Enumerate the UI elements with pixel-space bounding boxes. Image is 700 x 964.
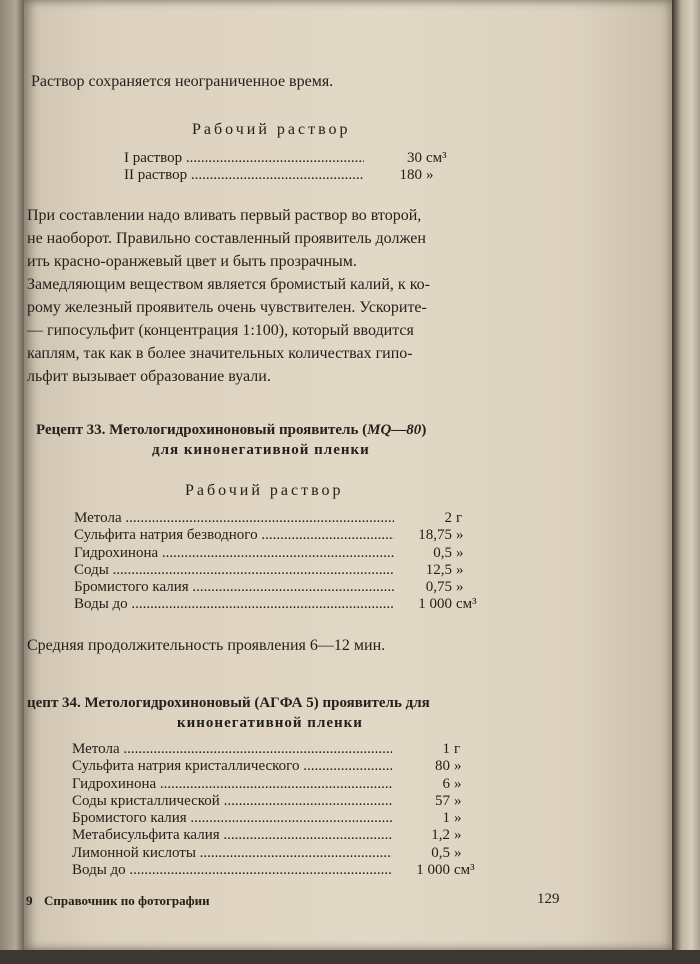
body-text-line: льфит вызывает образование вуали. [27, 368, 271, 385]
table-row: Сульфита натрия кристаллического ..... 80 » [72, 758, 482, 775]
body-text-line: рому железный проявитель очень чувствителен. Ускорите- [27, 299, 427, 316]
body-text-line: При составлении надо вливать первый раствор во второй, [27, 207, 422, 224]
table-row: I раствор ..... 30 см³ [124, 150, 454, 167]
table-row: Воды до ..... 1 000 см³ [74, 596, 484, 613]
working-solution-table [124, 150, 454, 185]
recipe-34-subtitle: кинонегативной пленки [177, 715, 363, 731]
table-row: Бромистого калия ..... 1 » [72, 810, 482, 827]
table-row: Соды ..... 12,5 » [74, 562, 484, 579]
table-row: Метола ..... 2 г [74, 510, 484, 527]
table-row: Метабисульфита калия ..... 1,2 » [72, 827, 482, 844]
table-row: Лимонной кислоты ..... 0,5 » [72, 845, 482, 862]
table-row: Воды до ..... 1 000 см³ [72, 862, 482, 879]
working-solution-heading: Рабочий раствор [192, 121, 351, 138]
top-line: Раствор сохраняется неограниченное время. [31, 73, 334, 90]
recipe-33-title: Рецепт 33. Метологидрохиноновый проявитель (MQ—80) [36, 422, 427, 438]
footer-book-title: Справочник по фотографии [44, 893, 210, 908]
recipe-33-table [74, 510, 484, 614]
book-page [24, 0, 672, 950]
body-text-line: — гипосульфит (концентрация 1:100), который вводится [27, 322, 414, 339]
body-text-line: не наоборот. Правильно составленный проявитель должен [27, 230, 426, 247]
adjacent-page-edge [0, 0, 26, 964]
table-row: II раствор ..... 180 » [124, 167, 454, 184]
table-row: Сульфита натрия безводного ..... 18,75 » [74, 527, 484, 544]
page-bottom-shadow [0, 950, 700, 964]
footer-signature-mark: 9 [26, 893, 33, 908]
body-text-line: каплям, так как в более значительных количествах гипо- [27, 345, 413, 362]
recipe-34-table [72, 741, 482, 879]
table-row: Гидрохинона ..... 6 » [72, 776, 482, 793]
table-row: Метола ..... 1 г [72, 741, 482, 758]
table-row: Бромистого калия ..... 0,75 » [74, 579, 484, 596]
table-row: Гидрохинона ..... 0,5 » [74, 545, 484, 562]
book-spine-edge [672, 0, 700, 964]
recipe-34-title: цепт 34. Метологидрохиноновый (АГФА 5) проявитель для [27, 695, 430, 711]
recipe-33-heading: Рабочий раствор [185, 482, 344, 499]
body-text-line: ить красно-оранжевый цвет и быть прозрачным. [27, 253, 357, 270]
table-row: Соды кристаллической ..... 57 » [72, 793, 482, 810]
recipe-33-subtitle: для кинонегативной пленки [152, 442, 370, 458]
recipe-33-note: Средняя продолжительность проявления 6—12 мин. [27, 637, 386, 654]
body-text-line: Замедляющим веществом является бромистый калий, к ко- [27, 276, 430, 293]
page-number: 129 [537, 891, 560, 907]
